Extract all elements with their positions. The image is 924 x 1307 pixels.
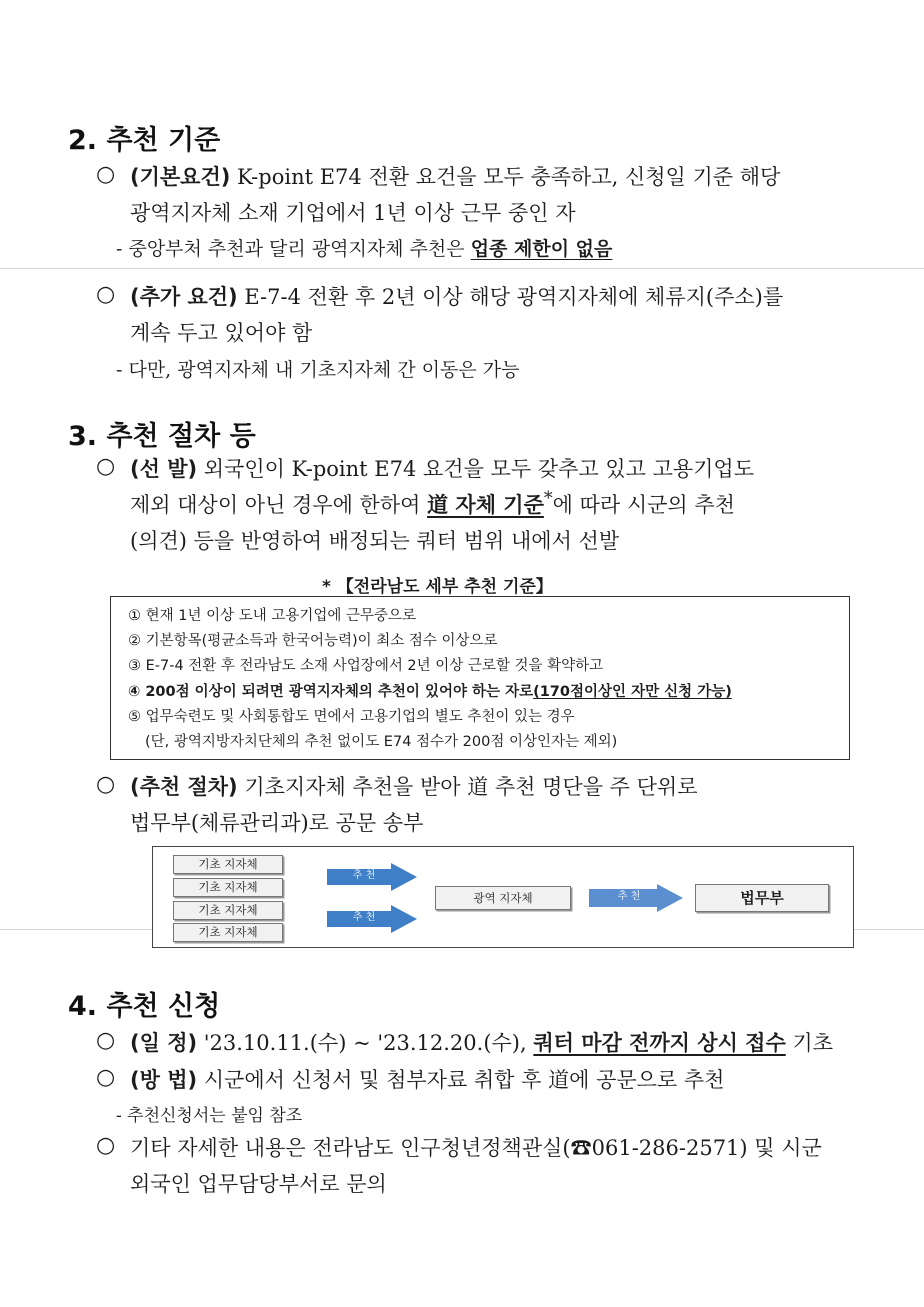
procedure-text1: 기초지자체 추천을 받아 道 추천 명단을 주 단위로 [237, 775, 698, 799]
sec3-selection-line3: (의견) 등을 반영하여 배정되는 쿼터 범위 내에서 선발 [130, 529, 620, 553]
sec3-procedure-line2: 법무부(체류관리과)로 공문 송부 [130, 811, 424, 835]
section-3-heading: 3. 추천 절차 등 [68, 421, 256, 452]
local-gov-box: 기초 지자체 [173, 878, 283, 897]
sec4-method-line [130, 1064, 724, 1094]
sec3-procedure-line1 [130, 771, 698, 801]
criteria-box-title: * 【전라남도 세부 추천 기준】 [322, 577, 553, 597]
criteria-item: ③ E-7-4 전환 후 전라남도 소재 사업장에서 2년 이상 근로할 것을 확약하고 [128, 658, 604, 674]
arrow-label: 추 천 [352, 870, 376, 881]
selection-text2c: 에 따라 시군의 추천 [552, 493, 735, 517]
label-extra-req: (추가 요건) [130, 285, 238, 309]
local-gov-box: 기초 지자체 [173, 901, 283, 920]
criteria-item: ⑤ 업무숙련도 및 사회통합도 면에서 고용기업의 별도 추천이 있는 경우 [128, 709, 575, 725]
criteria-item-4 [128, 680, 732, 701]
method-text: 시군에서 신청서 및 첨부자료 취합 후 道에 공문으로 추천 [197, 1068, 725, 1092]
bullet-circle: ○ [96, 162, 116, 187]
bullet-circle: ○ [96, 282, 116, 307]
arrow-label: 추 천 [352, 912, 376, 923]
extra-req-text1: E-7-4 전환 후 2년 이상 해당 광역지자체에 체류지(주소)를 [237, 285, 784, 309]
local-gov-box: 기초 지자체 [173, 923, 283, 942]
sec4-contact-line1: 기타 자세한 내용은 전라남도 인구청년정책관실(☎061-286-2571) 및 시군 [130, 1136, 822, 1160]
local-gov-box: 기초 지자체 [173, 855, 283, 874]
bullet-circle: ○ [96, 1065, 116, 1090]
criteria-exclusion: (단, 광역지방자치단체의 추천 없이도 E74 점수가 200점 이상인자는 제외) [145, 734, 618, 750]
arrow-label: 추 천 [617, 891, 641, 902]
section-4-heading: 4. 추천 신청 [68, 991, 221, 1022]
schedule-tail: 기초 [785, 1031, 833, 1055]
criteria4-paren: (170점이상인 자만 신청 가능) [533, 684, 732, 700]
bullet-circle: ○ [96, 772, 116, 797]
section-2-heading: 2. 추천 기준 [68, 125, 221, 156]
note1-prefix: - 중앙부처 추천과 달리 광역지자체 추천은 [116, 238, 471, 260]
criteria-item: ② 기본항목(평균소득과 한국어능력)이 최소 점수 이상으로 [128, 633, 498, 649]
footnote-mark: * [543, 489, 553, 509]
criteria4-main: ④ 200점 이상이 되려면 광역지자체의 추천이 있어야 하는 자로 [128, 684, 534, 700]
sec2-extra-req-line1 [130, 281, 783, 311]
sec2-basic-req-line1 [130, 161, 780, 191]
selection-text2a: 제외 대상이 아닌 경우에 한하여 [130, 493, 428, 517]
bullet-circle: ○ [96, 454, 116, 479]
bullet-circle: ○ [96, 1133, 116, 1158]
sec3-selection-line1 [130, 453, 754, 483]
label-procedure: (추천 절차) [130, 775, 238, 799]
label-selection: (선 발) [130, 457, 198, 481]
sec3-selection-line2 [130, 489, 735, 519]
selection-text1: 외국인이 K-point E74 요건을 모두 갖추고 있고 고용기업도 [197, 457, 755, 481]
province-criteria-emphasis: 道 자체 기준 [427, 493, 544, 517]
recommendation-flow-diagram [152, 846, 854, 948]
sec4-contact-line2: 외국인 업무담당부서로 문의 [130, 1172, 387, 1196]
schedule-dates: '23.10.11.(수) ~ '23.12.20.(수), [197, 1031, 534, 1055]
criteria-item: ① 현재 1년 이상 도내 고용기업에 근무중으로 [128, 608, 416, 624]
bullet-circle: ○ [96, 1028, 116, 1053]
label-schedule: (일 정) [130, 1031, 198, 1055]
criteria-box [110, 596, 850, 760]
basic-req-text1: K-point E74 전환 요건을 모두 충족하고, 신청일 기준 해당 [230, 165, 781, 189]
note1-emphasis: 업종 제한이 없음 [470, 238, 613, 260]
scan-line [0, 268, 924, 269]
label-method: (방 법) [130, 1068, 198, 1092]
sec2-basic-req-line2: 광역지자체 소재 기업에서 1년 이상 근무 중인 자 [130, 201, 576, 225]
schedule-emphasis: 쿼터 마감 전까지 상시 접수 [533, 1031, 786, 1055]
sec2-note2: - 다만, 광역지자체 내 기초지자체 간 이동은 가능 [116, 359, 520, 381]
sec2-extra-req-line2: 계속 두고 있어야 함 [130, 321, 313, 345]
regional-gov-box: 광역 지자체 [435, 886, 571, 910]
sec2-note1 [116, 234, 612, 261]
sec4-schedule-line [130, 1027, 833, 1057]
label-basic-req: (기본요건) [130, 165, 231, 189]
ministry-box: 법무부 [695, 884, 829, 912]
sec4-note1: - 추천신청서는 붙임 참조 [116, 1106, 303, 1126]
